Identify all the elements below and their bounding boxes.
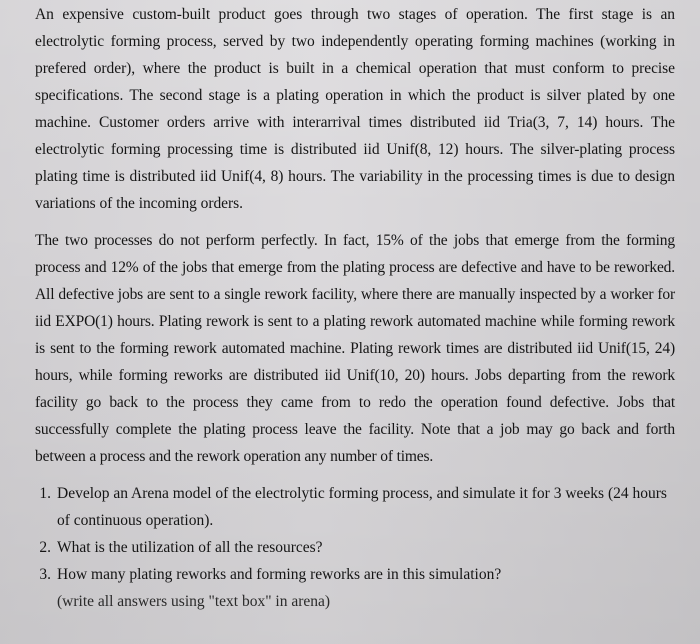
question-number: 1. — [39, 485, 51, 502]
question-3 — [35, 561, 675, 588]
question-2 — [35, 534, 675, 561]
question-text: How many plating reworks and forming reworks are in this simulation? — [57, 566, 502, 583]
question-number: 2. — [39, 539, 51, 556]
paragraph-1: An expensive custom-built product goes through two stages of operation. The first stage is an electrolytic forming process, served by two independently operating forming machines (working in prefered order), where the product is built in a chemical operation that must conform to precise specifications. The second stage is a plating operation in which the product is silver plated by one machine. Customer orders arrive with interarrival times distributed iid Tria(3, 7, 14) hours. The electrolytic forming processing time is distributed iid Unif(8, 12) hours. The silver-plating process plating time is distributed iid Unif(4, 8) hours. The variability in the processing times is due to design variations of the incoming orders. — [35, 6, 675, 212]
answer-instruction: (write all answers using "text box" in arena) — [57, 593, 331, 610]
question-1 — [35, 480, 675, 534]
question-text: What is the utilization of all the resources? — [57, 539, 323, 556]
question-text: Develop an Arena model of the electrolytic forming process, and simulate it for 3 weeks (24 hours of continuous operation). — [57, 485, 667, 529]
problem-text — [35, 0, 675, 615]
paragraph-2: The two processes do not perform perfectly. In fact, 15% of the jobs that emerge from the forming process and 12% of the jobs that emerge from the plating process are defective and have to be reworked. All defective jobs are sent to a single rework facility, where there are manually inspected by a worker for iid EXPO(1) hours. Plating rework is sent to a plating rework automated machine while forming rework is sent to the forming rework automated machine. Plating rework times are distributed iid Unif(15, 24) hours, while forming reworks are distributed iid Unif(10, 20) hours. Jobs departing from the rework facility go back to the process they came from to redo the operation found defective. Jobs that successfully complete the plating process leave the facility. Note that a job may go back and forth between a process and the rework operation any number of times. — [35, 232, 675, 465]
question-number: 3. — [39, 566, 51, 583]
question-list — [35, 480, 675, 588]
